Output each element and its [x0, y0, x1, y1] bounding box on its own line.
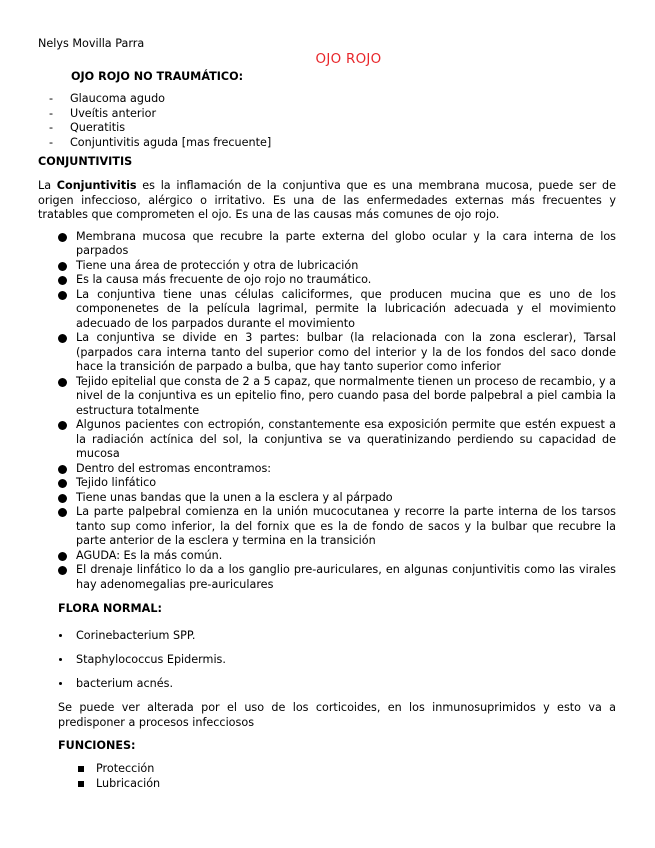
list-item: Dentro del estromas encontramos:	[58, 462, 616, 477]
bullet-icon	[58, 233, 67, 242]
list-item: La parte palpebral comienza en la unión mucocutanea y recorre la parte interna de los tarsos tanto sup como inferior, la del fornix que es la de fondo de sacos y la bulbar que recubre la parte anterior de la esclera y termina en la transición	[58, 505, 616, 549]
square-bullet-icon	[78, 766, 84, 772]
list-item: Protección	[78, 762, 616, 776]
list-item: Membrana mucosa que recubre la parte externa del globo ocular y la cara interna de los parpados	[58, 230, 616, 259]
bullet-icon	[58, 291, 67, 300]
small-bullet-icon	[59, 682, 62, 685]
bold-term: Conjuntivitis	[56, 179, 137, 192]
list-item: Tejido linfático	[58, 476, 616, 491]
small-bullet-icon	[59, 634, 62, 637]
list-item: Staphylococcus Epidermis.	[58, 653, 616, 667]
bullet-icon	[58, 479, 67, 488]
list-item: - Conjuntivitis aguda [mas frecuente]	[49, 135, 272, 149]
dash-marker: -	[49, 106, 54, 120]
list-item: Tejido epitelial que consta de 2 a 5 capaz, que normalmente tienen un proceso de recambio, y a nivel de la conjuntiva es un epitelio fino, pero cuando pasa del borde palpebral a piel cambia la estructura totalmente	[58, 375, 616, 419]
bullet-icon	[58, 508, 67, 517]
bullet-icon	[58, 421, 67, 430]
bullet-icon	[58, 465, 67, 474]
list-item: Tiene unas bandas que la unen a la esclera y al párpado	[58, 491, 616, 506]
dash-marker: -	[49, 121, 54, 134]
list-item: - Queratitis	[49, 121, 126, 134]
bullet-icon	[58, 334, 67, 343]
list-item: Tiene una área de protección y otra de lubricación	[58, 259, 616, 274]
bullet-icon	[58, 262, 67, 271]
dash-marker: -	[49, 135, 54, 149]
list-item: Algunos pacientes con ectropión, constantemente esa exposición permite que estén expuest a la radiación actínica del sol, la conjuntiva se va queratinizando perdiendo su capacidad de mucosa	[58, 418, 616, 462]
list-item: La conjuntiva tiene unas células caliciformes, que producen mucina que es uno de los componenetes de la película lagrimal, permite la lubricación adecuada y el movimiento adecuado de los parpados durante el movimiento	[58, 288, 616, 332]
conjuntiva-facts-list	[38, 230, 616, 593]
author-name: Nelys Movilla Parra	[38, 37, 145, 50]
dash-marker: -	[49, 92, 54, 105]
bullet-icon	[58, 378, 67, 387]
causes-list	[38, 92, 616, 150]
bullet-icon	[58, 566, 67, 575]
section-heading-flora: FLORA NORMAL:	[58, 602, 162, 616]
bullet-icon	[58, 552, 67, 561]
list-item: Corinebacterium SPP.	[58, 629, 616, 643]
bullet-icon	[58, 276, 67, 285]
document-page	[38, 37, 616, 791]
intro-paragraph: La Conjuntivitis es la inflamación de la conjuntiva que es una membrana mucosa, puede ser de origen infeccioso, alérgico o irritativo. Es una de las enfermedades externas más frecuentes y tratables que comprometen el ojo. Es una de las causas más comunes de ojo rojo.	[38, 179, 616, 222]
list-item: AGUDA: Es la más común.	[58, 549, 616, 564]
funciones-list	[38, 762, 616, 791]
square-bullet-icon	[78, 781, 84, 787]
flora-list	[38, 629, 616, 691]
list-item: bacterium acnés.	[58, 677, 616, 691]
list-item: Es la causa más frecuente de ojo rojo no traumático.	[58, 273, 616, 288]
list-item: - Uveítis anterior	[49, 106, 157, 120]
list-item: El drenaje linfático lo da a los ganglio pre-auriculares, en algunas conjuntivitis como las virales hay adenomegalias pre-auriculares	[58, 563, 616, 592]
flora-paragraph: Se puede ver alterada por el uso de los corticoides, en los inmunosuprimidos y esto va a predisponer a procesos infecciosos	[58, 701, 616, 729]
section-heading-funciones: FUNCIONES:	[58, 739, 136, 753]
section-heading-no-traumatico: OJO ROJO NO TRAUMÁTICO:	[71, 70, 244, 83]
small-bullet-icon	[59, 658, 62, 661]
document-title: OJO ROJO	[315, 52, 382, 67]
list-item: La conjuntiva se divide en 3 partes: bulbar (la relacionada con la zona esclerar), Tarsal (parpados cara interna tanto del superior como del interior y la de los fondos del saco donde hace la transición de parpado a bulba, que hay tanto superior como inferior	[58, 331, 616, 375]
bullet-icon	[58, 494, 67, 503]
section-heading-conjuntivitis: CONJUNTIVITIS	[38, 155, 133, 168]
list-item: - Glaucoma agudo	[49, 92, 166, 105]
list-item: Lubricación	[78, 777, 616, 791]
